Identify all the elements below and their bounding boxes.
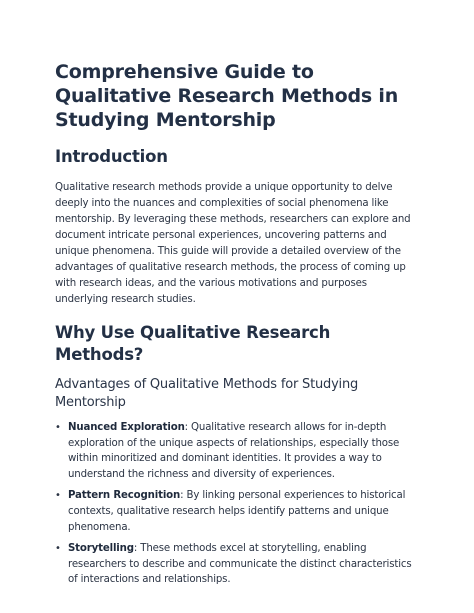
list-item (55, 541, 420, 588)
item-term: Nuanced Exploration (68, 422, 185, 433)
advantages-list (55, 420, 420, 588)
bullet-icon: • (55, 490, 61, 502)
list-item (55, 488, 420, 535)
bullet-icon: • (55, 543, 61, 555)
document-title: Comprehensive Guide to Qualitative Research Methods in Studying Mentorship (55, 61, 399, 131)
introduction-heading: Introduction (55, 147, 168, 166)
item-term: Storytelling (68, 543, 134, 555)
advantages-subheading: Advantages of Qualitative Methods for Studying Mentorship (55, 377, 359, 410)
item-text: : By linking personal experiences to historical contexts, qualitative research helps identify patterns and unique phenomena. (68, 490, 406, 533)
introduction-paragraph: Qualitative research methods provide a unique opportunity to delve deeply into the nuances and complexities of social phenomena like mentorship. By leveraging these methods, researchers can explore and document intricate personal experiences, uncovering patterns and unique phenomena. This guide will provide a detailed overview of the advantages of qualitative research methods, the process of coming up with research ideas, and the various motivations and purposes underlying research studies. (55, 182, 411, 305)
item-text: : These methods excel at storytelling, enabling researchers to describe and communicate the distinct characteristics of interactions and relationships. (68, 543, 412, 586)
item-text: : Qualitative research allows for in-depth exploration of the unique aspects of relationships, especially those within minoritized and dominant identities. It provides a way to understand the richness and diversity of experiences. (68, 422, 400, 480)
list-item (55, 420, 420, 482)
bullet-icon: • (55, 422, 61, 433)
why-section-heading: Why Use Qualitative Research Methods? (55, 323, 331, 364)
document-page (55, 60, 420, 594)
item-term: Pattern Recognition (68, 490, 181, 502)
